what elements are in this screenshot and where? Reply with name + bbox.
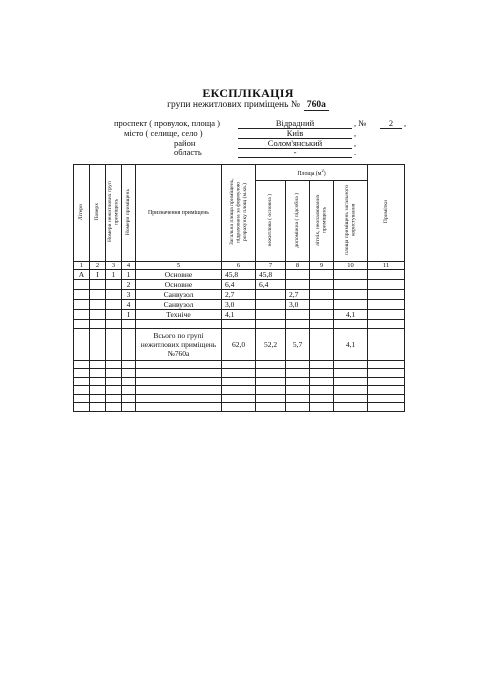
cell-purpose: Основне — [136, 280, 222, 290]
cell-aux — [286, 310, 310, 320]
table-row — [74, 300, 405, 310]
cell-room: 3 — [122, 290, 136, 300]
house-comma: , — [404, 118, 407, 128]
table-row — [74, 270, 405, 280]
cell-floor — [90, 300, 106, 310]
cell-letter: А — [74, 270, 90, 280]
cell-total: 45,8 — [222, 270, 256, 280]
document-subtitle — [0, 100, 496, 110]
cell-main — [256, 290, 286, 300]
header-auxiliary: допоміжна ( підсобна ) — [286, 181, 310, 262]
cell-main: 6,4 — [256, 280, 286, 290]
table-row — [74, 386, 405, 395]
city-comma: , — [354, 128, 357, 138]
total-label: Всього по групі нежитлових приміщень №760а — [136, 328, 222, 360]
column-number: 5 — [136, 262, 222, 270]
cell-aux — [286, 280, 310, 290]
region-comma: . — [354, 147, 357, 157]
cell-letter — [74, 310, 90, 320]
total-row — [74, 328, 405, 360]
column-number: 11 — [368, 262, 405, 270]
cell-unheated — [310, 280, 334, 290]
cell-unheated — [310, 300, 334, 310]
cell-notes — [368, 270, 405, 280]
group-number: 760а — [304, 100, 329, 111]
table-row — [74, 377, 405, 386]
cell-aux — [286, 270, 310, 280]
city-label: місто ( селище, село ) — [124, 128, 203, 138]
cell-letter — [74, 300, 90, 310]
cell-room: 1 — [122, 270, 136, 280]
header-total-area: Загальна площа приміщень, підрахована за формулою розрахунку площ (м.кв.) — [222, 165, 256, 262]
street-label: проспект ( провулок, площа ) — [114, 118, 221, 128]
column-number: 7 — [256, 262, 286, 270]
total-aux: 5,7 — [286, 328, 310, 360]
table-row — [74, 280, 405, 290]
header-purpose: Призначення приміщень — [136, 165, 222, 262]
column-number: 6 — [222, 262, 256, 270]
cell-letter — [74, 290, 90, 300]
cell-total: 2,7 — [222, 290, 256, 300]
document-title: ЕКСПЛІКАЦІЯ — [202, 86, 294, 100]
header-area-group: Площа $(м^2)$ — [256, 165, 368, 181]
cell-notes — [368, 280, 405, 290]
cell-room: 4 — [122, 300, 136, 310]
cell-notes — [368, 290, 405, 300]
table-row — [74, 360, 405, 369]
table-row — [74, 310, 405, 320]
cell-common — [334, 270, 368, 280]
cell-purpose: Санвузол — [136, 300, 222, 310]
cell-room: 2 — [122, 280, 136, 290]
total-main: 52,2 — [256, 328, 286, 360]
cell-common — [334, 280, 368, 290]
cell-total: 6,4 — [222, 280, 256, 290]
cell-group — [106, 280, 122, 290]
explication-table — [73, 164, 405, 412]
column-number: 4 — [122, 262, 136, 270]
column-numbers-row — [74, 262, 405, 270]
column-number: 10 — [334, 262, 368, 270]
district-comma: , — [354, 138, 357, 148]
cell-group — [106, 290, 122, 300]
cell-room: І — [122, 310, 136, 320]
column-number: 2 — [90, 262, 106, 270]
table-row — [74, 394, 405, 403]
cell-common — [334, 290, 368, 300]
header-floor: Поверх — [90, 165, 106, 262]
column-number: 3 — [106, 262, 122, 270]
cell-purpose: Санвузол — [136, 290, 222, 300]
column-number: 9 — [310, 262, 334, 270]
header-letter: Літери — [74, 165, 90, 262]
cell-unheated — [310, 270, 334, 280]
cell-unheated — [310, 310, 334, 320]
cell-notes — [368, 310, 405, 320]
house-value: 2 — [380, 118, 402, 129]
header-group-number: Номери нежитлових груп приміщень — [106, 165, 122, 262]
cell-notes — [368, 300, 405, 310]
total-common: 4,1 — [334, 328, 368, 360]
header-main: нежитлова ( основна ) — [256, 181, 286, 262]
total-area: 62,0 — [222, 328, 256, 360]
table-row — [74, 320, 405, 329]
cell-floor — [90, 290, 106, 300]
cell-purpose: Основне — [136, 270, 222, 280]
house-label: , № — [354, 118, 367, 128]
header-unheated: літніх, неопалюваних приміщень — [310, 181, 334, 262]
cell-group: 1 — [106, 270, 122, 280]
cell-unheated — [310, 290, 334, 300]
street-value: Відрадний — [238, 118, 352, 129]
cell-purpose: Техніче — [136, 310, 222, 320]
city-value: Київ — [238, 128, 352, 139]
region-value: - — [238, 147, 352, 158]
table-row — [74, 403, 405, 412]
header-common-use: площа приміщень загального користування — [334, 181, 368, 262]
district-label: район — [174, 138, 196, 148]
cell-aux: 3,0 — [286, 300, 310, 310]
cell-floor — [90, 280, 106, 290]
cell-common — [334, 300, 368, 310]
column-number: 8 — [286, 262, 310, 270]
subtitle-text: групи нежитлових приміщень № — [167, 100, 300, 110]
region-label: область — [174, 147, 202, 157]
cell-floor: І — [90, 270, 106, 280]
cell-floor — [90, 310, 106, 320]
cell-total: 4,1 — [222, 310, 256, 320]
cell-group — [106, 300, 122, 310]
cell-group — [106, 310, 122, 320]
cell-letter — [74, 280, 90, 290]
district-value: Солом'янський — [238, 138, 352, 149]
cell-aux: 2,7 — [286, 290, 310, 300]
cell-main — [256, 310, 286, 320]
cell-main: 45,8 — [256, 270, 286, 280]
cell-main — [256, 300, 286, 310]
column-number: 1 — [74, 262, 90, 270]
header-room-number: Номери приміщень — [122, 165, 136, 262]
cell-total: 3,0 — [222, 300, 256, 310]
total-unheated — [310, 328, 334, 360]
table-row — [74, 290, 405, 300]
header-notes: Примітки — [368, 165, 405, 262]
cell-common: 4,1 — [334, 310, 368, 320]
table-row — [74, 369, 405, 378]
